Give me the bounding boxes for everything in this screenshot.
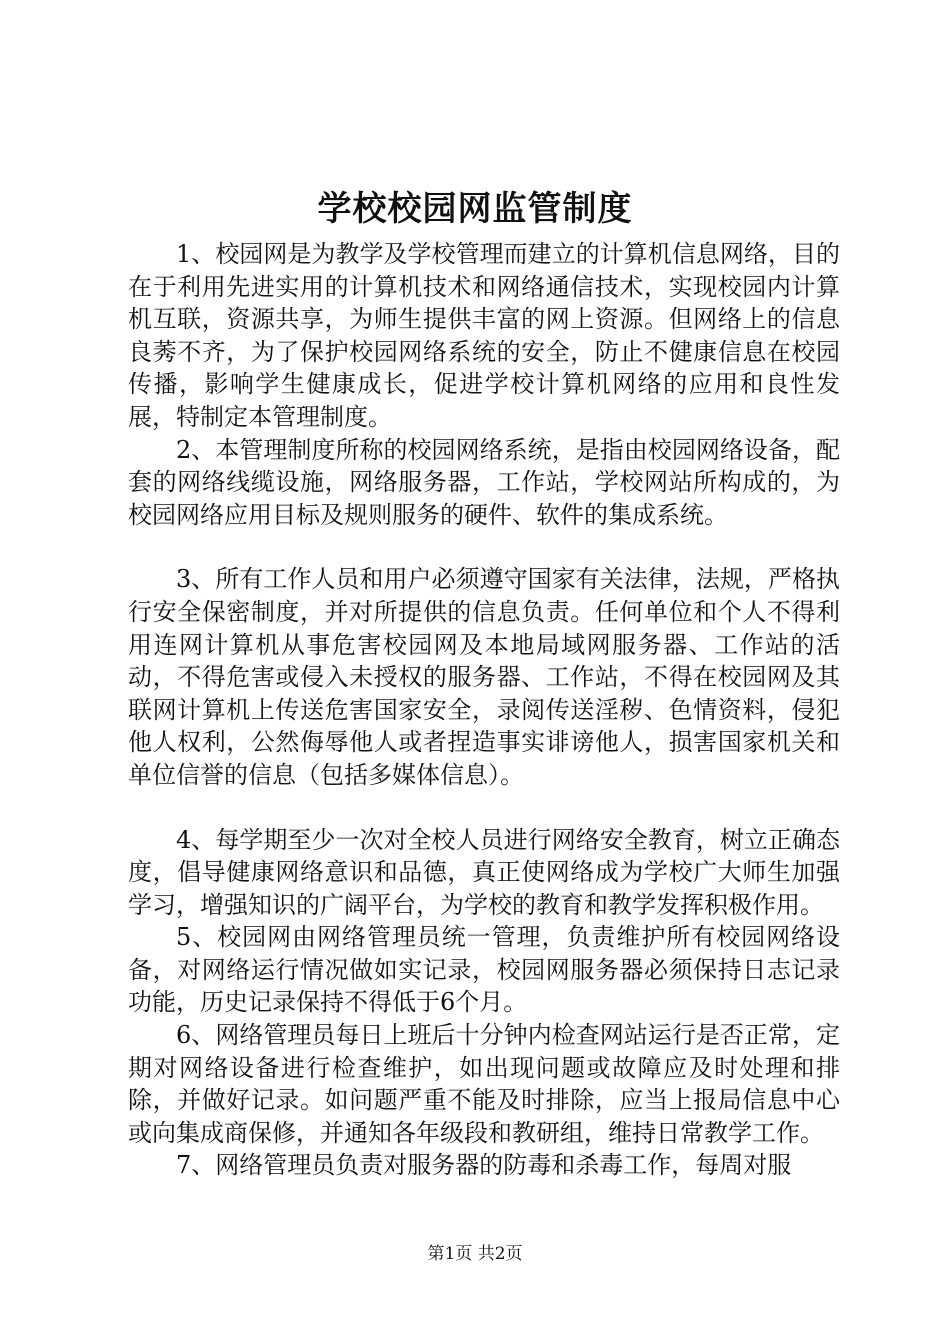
paragraph-7: 7、网络管理员负责对服务器的防毒和杀毒工作，每周对服 [176, 1151, 792, 1180]
paragraph-1: 1、校园网是为教学及学校管理而建立的计算机信息网络，目的在于利用先进实用的计算机技术和网络通信技术，实现校园内计算机互联，资源共享，为师生提供丰富的网上资源。但网络上的信息良莠不齐，为了保护校园网络系统的安全，防止不健康信息在校园传播，影响学生健康成长，促进学校计算机网络的应用和良性发展，特制定本管理制度。 [128, 240, 840, 431]
document-body [128, 238, 840, 1182]
page-footer: 第1页 共2页 [427, 1244, 523, 1264]
paragraph-3: 3、所有工作人员和用户必须遵守国家有关法律，法规，严格执行安全保密制度，并对所提供的信息负责。任何单位和个人不得利用连网计算机从事危害校园网及本地局域网服务器、工作站的活动，不得危害或侵入未授权的服务器、工作站，不得在校园网及其联网计算机上传送危害国家安全，录阅传送淫秽、色情资料，侵犯他人权利，公然侮辱他人或者捏造事实诽谤他人，损害国家机关和单位信誉的信息（包括多媒体信息）。 [128, 565, 840, 789]
paragraph-4: 4、每学期至少一次对全校人员进行网络安全教育，树立正确态度，倡导健康网络意识和品德，真正使网络成为学校广大师生加强学习，增强知识的广阔平台，为学校的教育和教学发挥积极作用。 [128, 825, 840, 919]
paragraph-5: 5、校园网由网络管理员统一管理，负责维护所有校园网络设备，对网络运行情况做如实记录，校园网服务器必须保持日志记录功能，历史记录保持不得低于6个月。 [128, 923, 840, 1017]
paragraph-2: 2、本管理制度所称的校园网络系统，是指由校园网络设备，配套的网络线缆设施，网络服务器，工作站，学校网站所构成的，为校园网络应用目标及规则服务的硬件、软件的集成系统。 [128, 435, 840, 529]
document-title: 学校校园网监管制度 [317, 189, 633, 229]
paragraph-6: 6、网络管理员每日上班后十分钟内检查网站运行是否正常，定期对网络设备进行检查维护，如出现问题或故障应及时处理和排除，并做好记录。如问题严重不能及时排除，应当上报局信息中心或向集成商保修，并通知各年级段和教研组，维持日常教学工作。 [128, 1021, 840, 1147]
